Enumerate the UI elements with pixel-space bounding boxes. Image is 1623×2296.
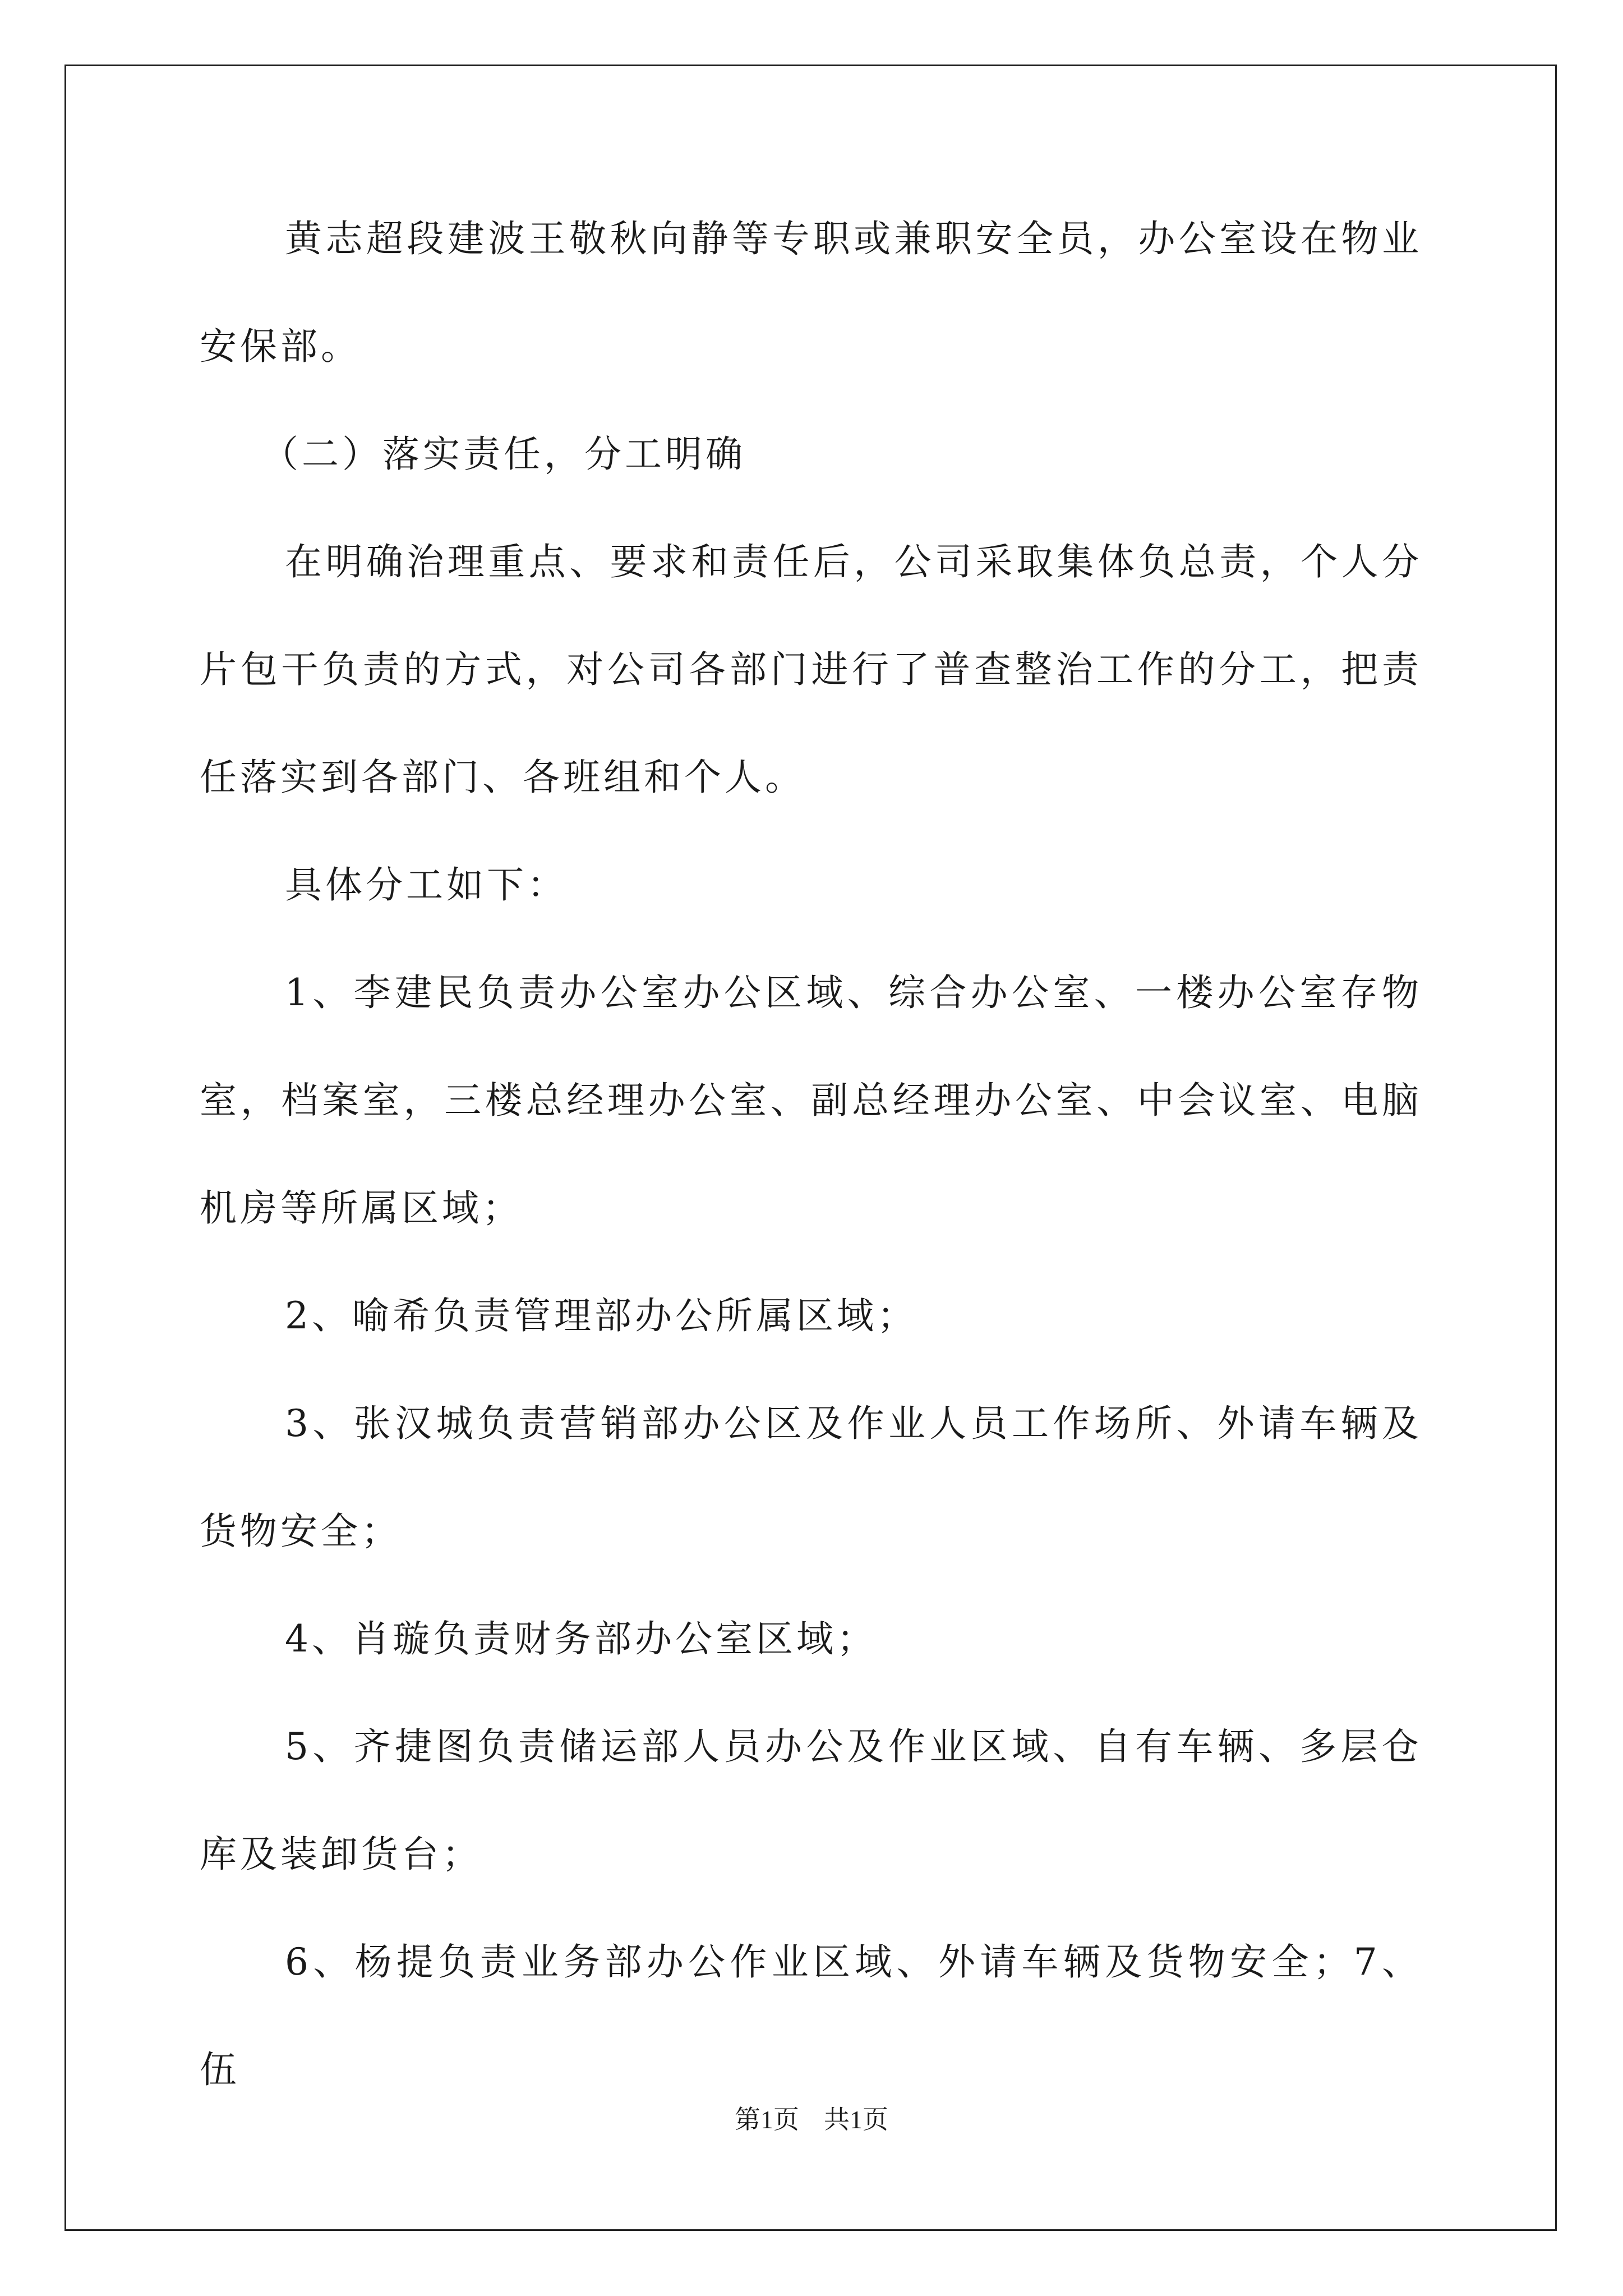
list-item-4: 4、肖璇负责财务部办公室区域；	[285, 1617, 877, 1660]
section-heading: （二）落实责任，分工明确	[261, 432, 746, 476]
list-item-5: 5、齐捷图负责储运部人员办公及作业区域、自有车辆、多层仓库及装卸货台；	[200, 1725, 1422, 1876]
list-item-3: 3、张汉城负责营销部办公区及作业人员工作场所、外请车辆及货物安全；	[200, 1402, 1422, 1553]
list-item-6: 6、杨提负责业务部办公作业区域、外请车辆及货物安全；7、伍	[200, 1940, 1422, 2091]
page-total: 共1页	[824, 2105, 888, 2134]
page-footer	[0, 2099, 1623, 2136]
paragraph-4: 具体分工如下：	[285, 863, 568, 907]
list-item-1: 1、李建民负责办公室办公区域、综合办公室、一楼办公室存物室，档案室，三楼总经理办公室、副总经理办公室、中会议室、电脑机房等所属区域；	[200, 971, 1422, 1230]
page-number: 第1页	[735, 2105, 799, 2134]
document-body	[200, 185, 1422, 2124]
list-item-2: 2、喻希负责管理部办公所属区域；	[285, 1294, 917, 1337]
paragraph-1: 黄志超段建波王敬秋向静等专职或兼职安全员，办公室设在物业安保部。	[200, 217, 1422, 368]
paragraph-3: 在明确治理重点、要求和责任后，公司采取集体负总责，个人分片包干负责的方式，对公司各部门进行了普查整治工作的分工，把责任落实到各部门、各班组和个人。	[200, 540, 1422, 799]
